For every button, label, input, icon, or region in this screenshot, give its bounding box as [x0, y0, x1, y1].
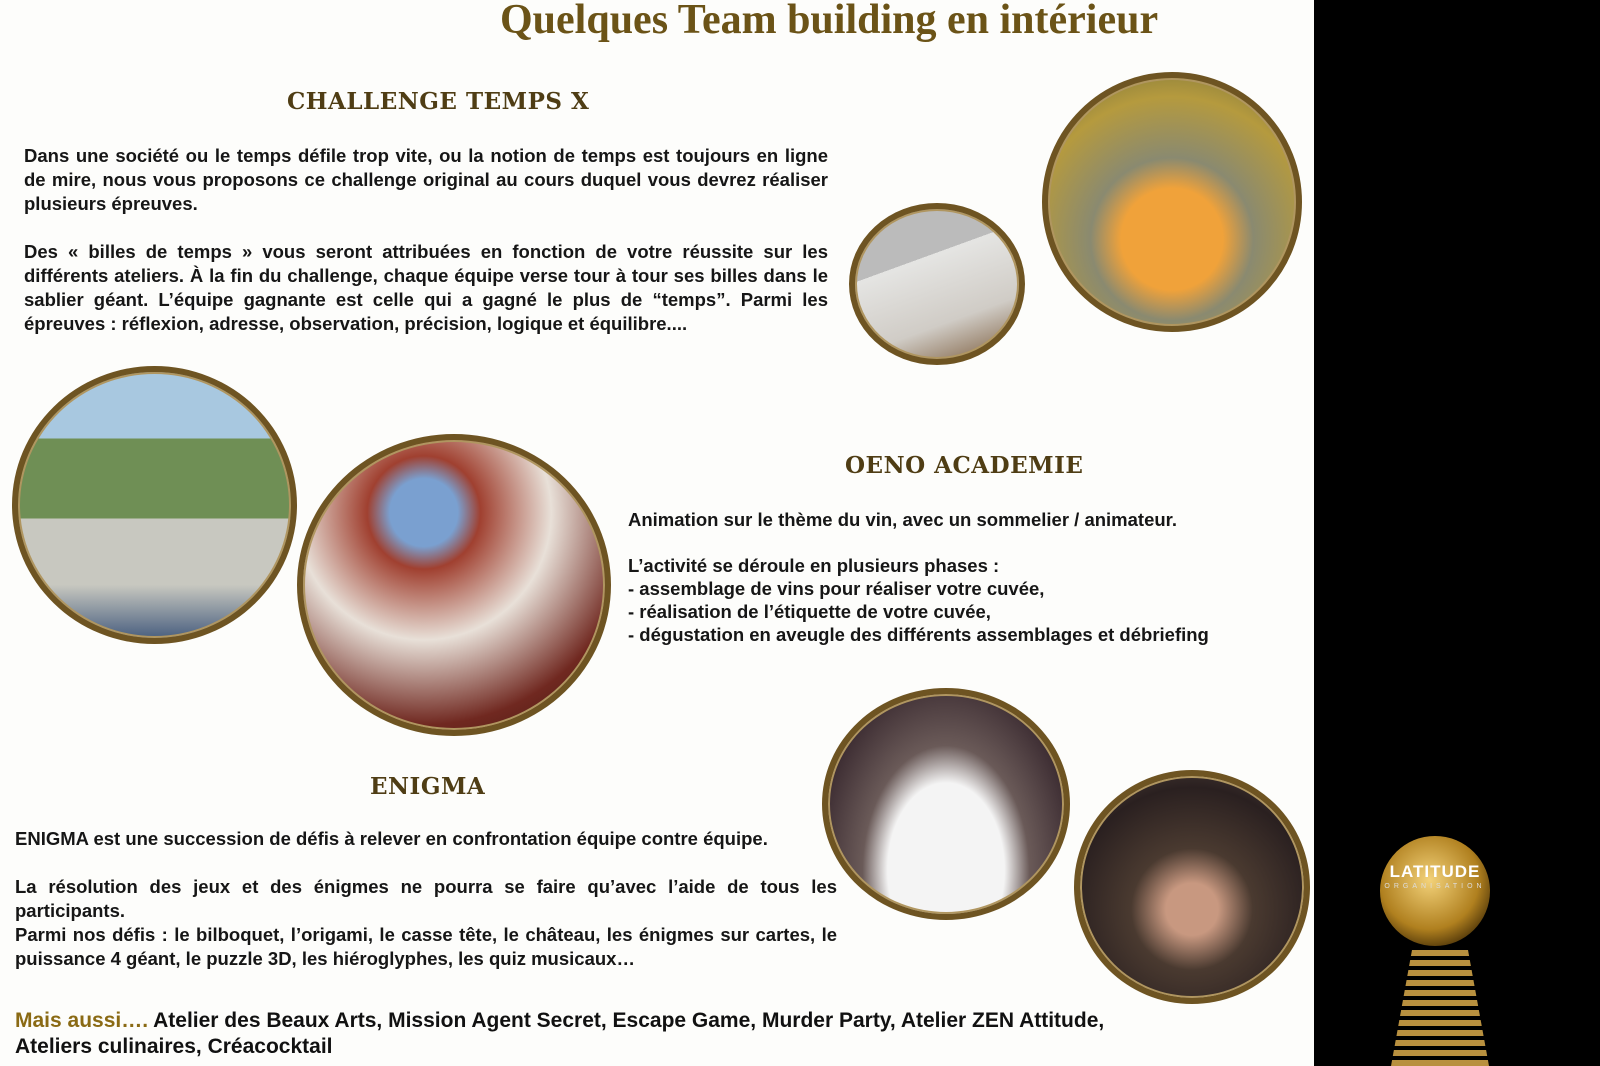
enigma-heading: ENIGMA: [370, 773, 486, 800]
enigma-text: [15, 827, 837, 971]
more-line-1: Atelier des Beaux Arts, Mission Agent Secret, Escape Game, Murder Party, Atelier ZEN Attitude,: [148, 1009, 1105, 1032]
enigma-paragraph-1: ENIGMA est une succession de défis à relever en confrontation équipe contre équipe.: [15, 828, 768, 849]
more-lead: Mais aussi….: [15, 1009, 149, 1032]
logo-name: LATITUDE: [1389, 862, 1481, 881]
challenge-heading: CHALLENGE TEMPS X: [287, 88, 590, 115]
oeno-paragraph-1: Animation sur le thème du vin, avec un sommelier / animateur.: [628, 509, 1177, 530]
more-activities: [15, 1008, 1104, 1060]
enigma-paragraph-2: La résolution des jeux et des énigmes ne pourra se faire qu’avec l’aide de tous les participants.: [15, 876, 837, 921]
oeno-list-item: - dégustation en aveugle des différents assemblages et débriefing: [628, 624, 1209, 645]
more-line-2: Ateliers culinaires, Créacocktail: [15, 1035, 333, 1058]
oeno-list-item: - assemblage de vins pour réaliser votre cuvée,: [628, 578, 1045, 599]
photo-wooden-puzzle: [849, 203, 1025, 365]
challenge-paragraph-2: Des « billes de temps » vous seront attribuées en fonction de votre réussite sur les différents ateliers. À la fin du challenge, chaque équipe verse tour à tour ses billes dans le sablier géant. L’équipe gagnante est celle qui a gagné le plus de “temps”. Parmi les épreuves : réflexion, adresse, observation, précision, logique et équilibre....: [24, 241, 828, 334]
logo-subtitle: ORGANISATION: [1384, 883, 1486, 890]
globe-logo-icon: [1380, 836, 1490, 946]
photo-wine-glasses: [12, 366, 297, 644]
oeno-heading: OENO ACADEMIE: [845, 452, 1084, 479]
challenge-paragraph-1: Dans une société ou le temps défile trop vite, ou la notion de temps est toujours en ligne de mire, nous vous proposons ce challenge original au cours duquel vous devrez réaliser plusieurs épreuves.: [24, 145, 828, 214]
enigma-paragraph-3: Parmi nos défis : le bilboquet, l’origami, le casse tête, le château, les énigmes sur cartes, le puissance 4 géant, le puzzle 3D, les hiéroglyphes, les quiz musicaux…: [15, 924, 837, 969]
photo-hourglass-game: [1042, 72, 1302, 332]
photo-enigma-players: [1074, 770, 1310, 1004]
oeno-paragraph-2: L’activité se déroule en plusieurs phases :: [628, 555, 1000, 576]
photo-enigma-table: [822, 688, 1070, 920]
challenge-text: [24, 144, 828, 336]
oeno-list-item: - réalisation de l’étiquette de votre cuvée,: [628, 601, 991, 622]
photo-painting-label: [297, 434, 611, 736]
oeno-text: [628, 508, 1228, 646]
page-title: Quelques Team building en intérieur: [500, 0, 1159, 43]
